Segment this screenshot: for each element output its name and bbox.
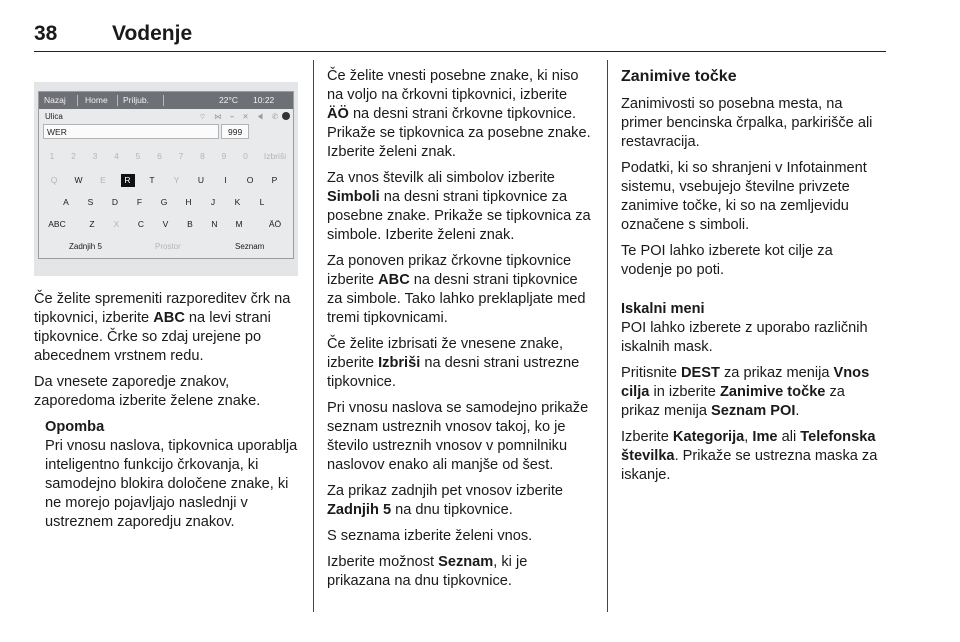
- key-r: R: [121, 174, 135, 187]
- key-t: T: [149, 175, 155, 185]
- key-x: X: [113, 219, 120, 229]
- subsection-heading: Iskalni meni: [621, 301, 705, 317]
- column-1: [34, 290, 300, 532]
- note-heading: Opomba: [45, 419, 105, 435]
- field-label: Ulica: [45, 112, 63, 121]
- key-f: F: [136, 197, 143, 207]
- paragraph: Izberite možnost Seznam, ki je prikazana na dnu tipkovnice.: [327, 554, 528, 589]
- paragraph: Te POI lahko izberete kot cilje za vodenje po poti.: [621, 243, 833, 278]
- home-button: Home: [85, 95, 108, 105]
- paragraph: Pri vnosu naslova se samodejno prikaže seznam ustreznih vnosov takoj, ko je število ustreznih vnosov v pomnilniku naslovov enako ali manjše od šest.: [327, 400, 589, 473]
- key-i: I: [224, 175, 227, 185]
- clock: 10:22: [253, 95, 275, 105]
- key-5: 5: [135, 151, 141, 161]
- key-d: D: [111, 197, 119, 207]
- key-p: P: [271, 175, 278, 185]
- key-7: 7: [178, 151, 184, 161]
- paragraph: Za vnos številk ali simbolov izberite Simboli na desni strani tipkovnice za posebne znake. Prikaže se tipkovnica za simbole. Izberite želeni znak.: [327, 170, 591, 243]
- paragraph: Za ponoven prikaz črkovne tipkovnice izberite ABC na desni strani tipkovnice za simbole. Tako lahko preklapljate med tremi tipkovnicami.: [327, 253, 586, 326]
- address-input: WER: [43, 124, 219, 139]
- page-title: Vodenje: [112, 22, 193, 45]
- note-box: [34, 418, 300, 532]
- paragraph: POI lahko izberete z uporabo različnih iskalnih mask.: [621, 320, 868, 355]
- key-m: M: [235, 219, 243, 229]
- key-special: ÄÖ: [268, 219, 282, 229]
- favorites-button: Priljub.: [123, 95, 149, 105]
- temperature: 22°C: [219, 95, 238, 105]
- key-n: N: [211, 219, 218, 229]
- screen-bottombar: [39, 237, 293, 255]
- key-u: U: [197, 175, 205, 185]
- keyboard-row-3: [39, 218, 293, 232]
- key-delete: Izbriši: [263, 151, 287, 161]
- page-header: [34, 22, 886, 52]
- paragraph: Če želite vnesti posebne znake, ki niso na voljo na črkovni tipkovnici, izberite ÄÖ na desni strani črkovne tipkovnice. Prikaže se tipkovnica za posebne znake. Izberite želeni znak.: [327, 68, 591, 160]
- keyboard-row-1: [39, 174, 293, 188]
- paragraph: Izberite Kategorija, Ime ali Telefonska številka. Prikaže se ustrezna maska za iskanje.: [621, 429, 878, 483]
- key-y: Y: [173, 175, 180, 185]
- paragraph: S seznama izberite želeni vnos.: [327, 528, 533, 544]
- key-s: S: [87, 197, 94, 207]
- column-divider: [313, 60, 314, 612]
- key-l: L: [259, 197, 265, 207]
- column-divider: [607, 60, 608, 612]
- bluetooth-icon: [282, 112, 290, 120]
- key-h: H: [185, 197, 192, 207]
- key-w: W: [74, 175, 83, 185]
- section-heading: Zanimive točke: [621, 68, 737, 85]
- key-a: A: [63, 197, 69, 207]
- key-1: 1: [49, 151, 55, 161]
- paragraph: Podatki, ki so shranjeni v Infotainment sistemu, vsebujejo številne privzete zanimive točke, ki so na zemljevidu označene s simboli.: [621, 160, 867, 233]
- list-button: Seznam: [235, 242, 265, 251]
- key-o: O: [246, 175, 254, 185]
- keyboard-row-2: [39, 196, 293, 210]
- key-j: J: [210, 197, 216, 207]
- key-e: E: [100, 175, 106, 185]
- key-6: 6: [157, 151, 162, 161]
- key-c: C: [137, 219, 145, 229]
- screenshot-figure: [34, 82, 298, 276]
- column-2: [327, 67, 593, 598]
- key-q: Q: [50, 175, 58, 185]
- result-counter: 999: [221, 124, 249, 139]
- key-z: Z: [89, 219, 95, 229]
- key-2: 2: [71, 151, 76, 161]
- key-3: 3: [92, 151, 98, 161]
- keyboard-row-numbers: [39, 150, 293, 164]
- key-g: G: [160, 197, 168, 207]
- key-v: V: [162, 219, 169, 229]
- paragraph: Zanimivosti so posebna mesta, na primer bencinska črpalka, parkirišče ali restavracija.: [621, 96, 873, 150]
- paragraph: Za prikaz zadnjih pet vnosov izberite Zadnjih 5 na dnu tipkovnice.: [327, 483, 564, 518]
- key-4: 4: [114, 151, 119, 161]
- key-0: 0: [243, 151, 248, 161]
- paragraph: Če želite izbrisati že vnesene znake, izberite Izbriši na desni strani ustrezne tipkovnice.: [327, 336, 580, 390]
- screen-topbar: [39, 92, 293, 109]
- status-icons: ⌔ ⋈ ⌁ ✕ ◀ ✆: [199, 112, 282, 121]
- paragraph: Pritisnite DEST za prikaz menija Vnos cilja in izberite Zanimive točke za prikaz menija Seznam POI.: [621, 365, 870, 419]
- key-8: 8: [200, 151, 205, 161]
- key-9: 9: [221, 151, 227, 161]
- page-number: 38: [34, 22, 58, 45]
- key-b: B: [187, 219, 193, 229]
- column-3: [621, 67, 887, 492]
- back-button: Nazaj: [44, 95, 66, 105]
- space-button: Prostor: [155, 242, 181, 251]
- key-abc: ABC: [48, 219, 66, 229]
- infotainment-screen: [38, 91, 294, 259]
- key-k: K: [234, 197, 241, 207]
- paragraph: Če želite spremeniti razporeditev črk na tipkovnici, izberite ABC na levi strani tipkovnice. Črke so zdaj urejene po abecednem vrstnem redu.: [34, 291, 291, 364]
- paragraph: Da vnesete zaporedje znakov, zaporedoma izberite želene znake.: [34, 374, 261, 409]
- last-five-button: Zadnjih 5: [69, 242, 102, 251]
- note-text: Pri vnosu naslova, tipkovnica uporablja inteligentno funkcijo črkovanja, ki samodejno blokira določene znake, ki ne morejo pojavljajo naslednji v ustreznem zaporedju znakov.: [45, 438, 298, 530]
